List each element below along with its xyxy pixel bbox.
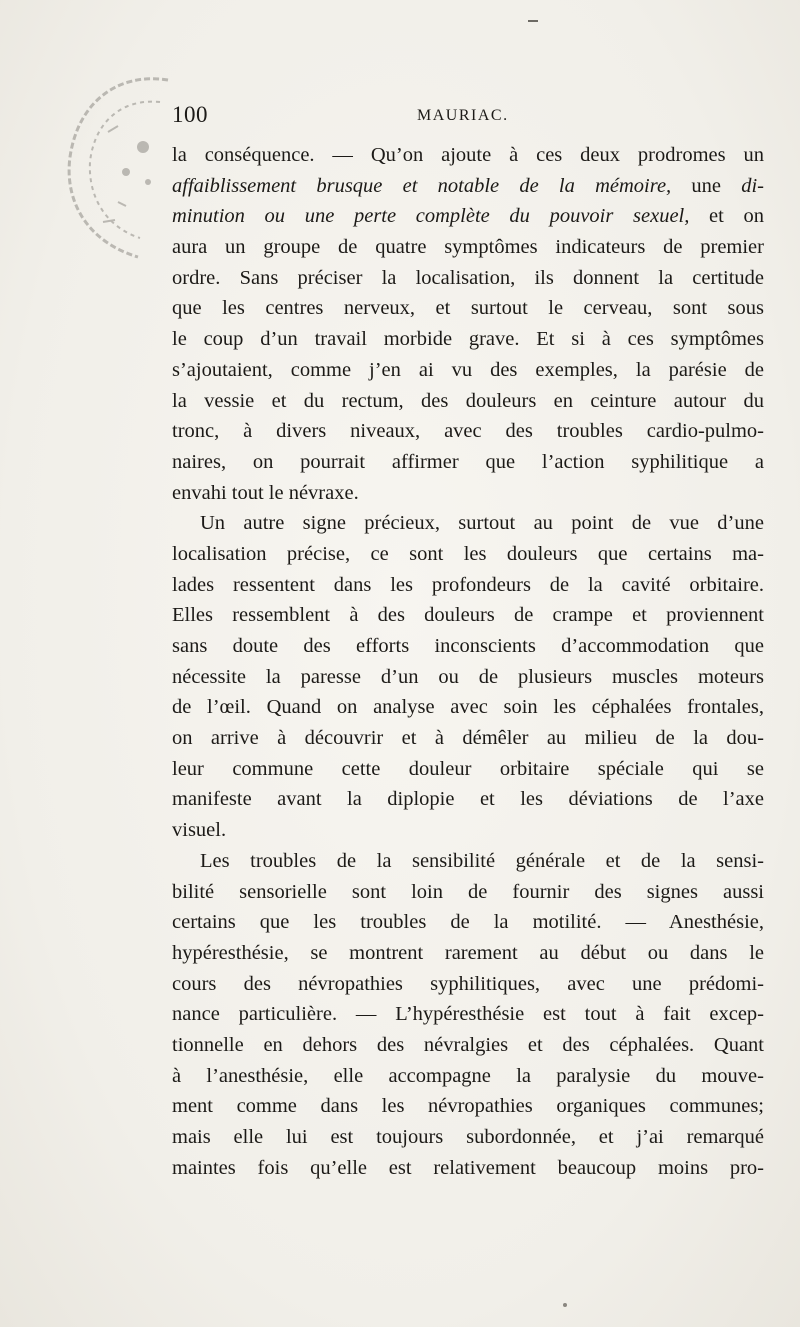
text-line bbox=[172, 1061, 764, 1092]
body-text bbox=[172, 140, 764, 1183]
text-segment: envahi tout le névraxe. bbox=[172, 481, 359, 504]
text-line bbox=[172, 846, 764, 877]
text-line bbox=[172, 386, 764, 417]
text-segment: et on bbox=[689, 205, 764, 228]
text-line bbox=[172, 754, 764, 785]
text-segment: ment comme dans les névropathies organiques communes; bbox=[172, 1095, 764, 1118]
text-segment: localisation précise, ce sont les douleurs que certains ma- bbox=[172, 542, 764, 565]
text-segment: tionnelle en dehors des névralgies et des céphalées. Quant bbox=[172, 1033, 764, 1056]
text-segment: manifeste avant la diplopie et les déviations de l’axe bbox=[172, 788, 764, 811]
print-mark bbox=[528, 20, 538, 22]
text-segment: à l’anesthésie, elle accompagne la paralysie du mouve- bbox=[172, 1064, 764, 1087]
text-segment: le coup d’un travail morbide grave. Et si à ces symptômes bbox=[172, 328, 764, 351]
text-line bbox=[172, 999, 764, 1030]
text-segment: bilité sensorielle sont loin de fournir des signes aussi bbox=[172, 880, 764, 903]
text-line bbox=[172, 355, 764, 386]
text-segment: une bbox=[671, 174, 742, 197]
text-line bbox=[172, 1122, 764, 1153]
text-line bbox=[172, 263, 764, 294]
page-header bbox=[172, 102, 752, 132]
text-line bbox=[172, 907, 764, 938]
text-segment: Elles ressemblent à des douleurs de crampe et proviennent bbox=[172, 604, 764, 627]
italic-text: affaiblissement brusque et notable de la mémoire, bbox=[172, 174, 672, 197]
text-segment: certains que les troubles de la motilité. — Anesthésie, bbox=[172, 911, 764, 934]
text-line bbox=[172, 1030, 764, 1061]
text-line bbox=[172, 447, 764, 478]
text-line bbox=[172, 171, 764, 202]
text-segment: Les troubles de la sensibilité générale et de la sensi- bbox=[200, 849, 764, 872]
text-segment: sans doute des efforts inconscients d’accommodation que bbox=[172, 635, 764, 657]
text-segment: la conséquence. — Qu’on ajoute à ces deux prodromes un bbox=[172, 144, 764, 166]
text-line bbox=[172, 938, 764, 969]
text-segment: aura un groupe de quatre symptômes indicateurs de premier bbox=[172, 236, 764, 259]
text-line bbox=[172, 969, 764, 1000]
text-line bbox=[172, 478, 764, 509]
text-line bbox=[172, 631, 764, 662]
text-segment: visuel. bbox=[172, 819, 227, 842]
text-line bbox=[172, 692, 764, 723]
text-line bbox=[172, 600, 764, 631]
text-segment: ordre. Sans préciser la localisation, ils donnent la certitude bbox=[172, 266, 764, 289]
text-segment: nécessite la paresse d’un ou de plusieurs muscles moteurs bbox=[172, 665, 764, 688]
text-line bbox=[172, 324, 764, 355]
text-segment: mais elle lui est toujours subordonnée, et j’ai remarqué bbox=[172, 1126, 764, 1148]
text-line bbox=[172, 723, 764, 754]
text-segment: la vessie et du rectum, des douleurs en ceinture autour du bbox=[172, 389, 764, 412]
text-line bbox=[172, 570, 764, 601]
speck bbox=[563, 1303, 567, 1307]
text-line bbox=[172, 662, 764, 693]
text-line bbox=[172, 784, 764, 815]
text-segment: Un autre signe précieux, surtout au point de vue d’une bbox=[200, 512, 764, 535]
text-line bbox=[172, 508, 764, 539]
italic-text: di- bbox=[741, 174, 764, 197]
text-segment: on arrive à découvrir et à démêler au milieu de la dou- bbox=[172, 727, 764, 750]
text-line bbox=[172, 232, 764, 263]
text-segment: cours des névropathies syphilitiques, avec une prédomi- bbox=[172, 972, 764, 995]
italic-text: minution ou une perte complète du pouvoir sexuel, bbox=[172, 205, 690, 228]
text-line bbox=[172, 201, 764, 232]
text-line bbox=[172, 293, 764, 324]
text-segment: que les centres nerveux, et surtout le cerveau, sont sous bbox=[172, 297, 764, 320]
text-segment: naires, on pourrait affirmer que l’action syphilitique a bbox=[172, 450, 764, 473]
text-line bbox=[172, 1091, 764, 1122]
text-line bbox=[172, 539, 764, 570]
text-segment: nance particulière. — L’hypéresthésie est tout à fait excep- bbox=[172, 1003, 764, 1026]
text-line bbox=[172, 815, 764, 846]
text-line bbox=[172, 1153, 764, 1184]
page-number: 100 bbox=[172, 102, 208, 127]
text-segment: s’ajoutaient, comme j’en ai vu des exemples, la parésie de bbox=[172, 358, 764, 381]
text-segment: tronc, à divers niveaux, avec des troubles cardio-pulmo- bbox=[172, 420, 764, 443]
text-line bbox=[172, 140, 764, 171]
text-segment: hypéresthésie, se montrent rarement au début ou dans le bbox=[172, 941, 764, 964]
text-line bbox=[172, 877, 764, 908]
text-segment: maintes fois qu’elle est relativement beaucoup moins pro- bbox=[172, 1156, 764, 1179]
text-segment: leur commune cette douleur orbitaire spéciale qui se bbox=[172, 757, 764, 780]
text-segment: de l’œil. Quand on analyse avec soin les céphalées frontales, bbox=[172, 696, 764, 719]
text-segment: lades ressentent dans les profondeurs de la cavité orbitaire. bbox=[172, 573, 764, 596]
text-line bbox=[172, 416, 764, 447]
running-head: MAURIAC. bbox=[417, 107, 509, 124]
